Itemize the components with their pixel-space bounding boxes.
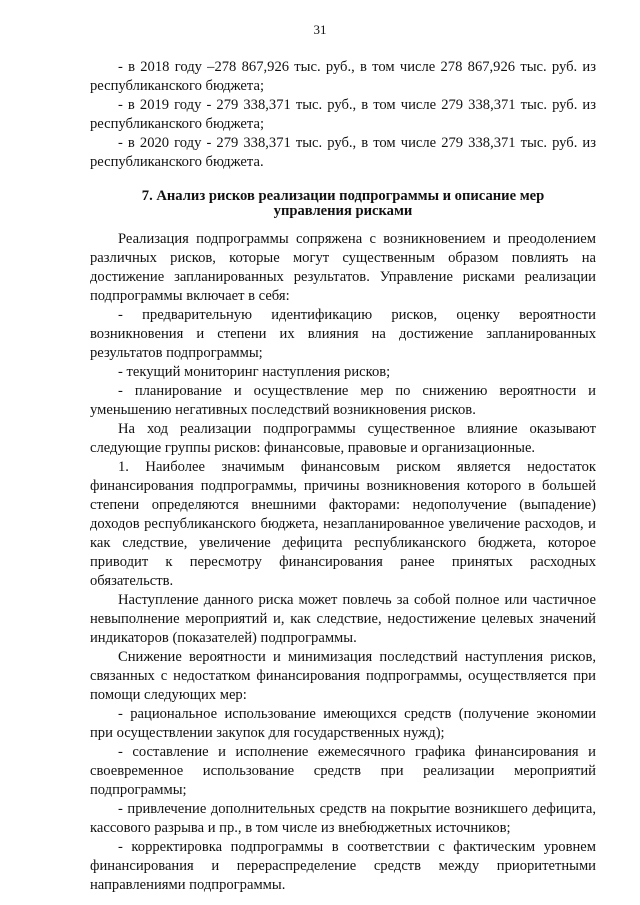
list-item-planning: - планирование и осуществление мер по снижению вероятности и уменьшению негативных последствий возникновения рисков. bbox=[90, 383, 596, 418]
paragraph-financial-risk: 1. Наиболее значимым финансовым риском является недостаток финансирования подпрограммы, причины возникновения которого в большей степени определяются внешними факторами: недополучение (выпадение) доходов республиканского бюджета, незапланированное увеличение расходов, и как следствие, увеличение дефицита республиканского бюджета, которое приводит к пересмотру финансирования ранее принятых расходных обязательств. bbox=[90, 459, 596, 589]
list-item-rational-use: - рациональное использование имеющихся средств (получение экономии при осуществлении закупок для государственных нужд); bbox=[90, 706, 596, 741]
budget-line-2018: - в 2018 году –278 867,926 тыс. руб., в том числе 278 867,926 тыс. руб. из республиканского бюджета; bbox=[90, 59, 596, 94]
budget-line-2020: - в 2020 году - 279 338,371 тыс. руб., в том числе 279 338,371 тыс. руб. из республиканского бюджета. bbox=[90, 135, 596, 170]
paragraph-intro: Реализация подпрограммы сопряжена с возникновением и преодолением различных рисков, которые могут существенным образом повлиять на достижение запланированных результатов. Управление рисками реализации подпрограммы включает в себя: bbox=[90, 231, 596, 304]
paragraph-mitigation: Снижение вероятности и минимизация последствий наступления рисков, связанных с недостатком финансирования подпрограммы, осуществляется при помощи следующих мер: bbox=[90, 649, 596, 703]
paragraph-risk-groups: На ход реализации подпрограммы существенное влияние оказывают следующие группы рисков: финансовые, правовые и организационные. bbox=[90, 421, 596, 456]
paragraph-consequences: Наступление данного риска может повлечь за собой полное или частичное невыполнение мероприятий и, как следствие, недостижение целевых значений индикаторов (показателей) подпрограммы. bbox=[90, 592, 596, 646]
page-number: 31 bbox=[313, 22, 327, 37]
list-item-identification: - предварительную идентификацию рисков, оценку вероятности возникновения и степени их влияния на достижение запланированных результатов подпрограммы; bbox=[90, 307, 596, 361]
section-title-line-1: 7. Анализ рисков реализации подпрограммы и описание мер bbox=[141, 188, 545, 204]
budget-line-2019: - в 2019 году - 279 338,371 тыс. руб., в том числе 279 338,371 тыс. руб. из республиканского бюджета; bbox=[90, 97, 596, 132]
list-item-additional-funds: - привлечение дополнительных средств на покрытие возникшего дефицита, кассового разрыва и пр., в том числе из внебюджетных источников; bbox=[90, 801, 596, 836]
section-title-line-2: управления рисками bbox=[273, 203, 413, 219]
document-body bbox=[90, 58, 596, 895]
list-item-adjustment: - корректировка подпрограммы в соответствии с фактическим уровнем финансирования и перераспределение средств между приоритетными направлениями подпрограммы. bbox=[90, 839, 596, 893]
list-item-schedule: - составление и исполнение ежемесячного графика финансирования и своевременное использование средств при реализации мероприятий подпрограммы; bbox=[90, 744, 596, 798]
section-title bbox=[90, 189, 596, 219]
list-item-monitoring: - текущий мониторинг наступления рисков; bbox=[118, 364, 391, 380]
